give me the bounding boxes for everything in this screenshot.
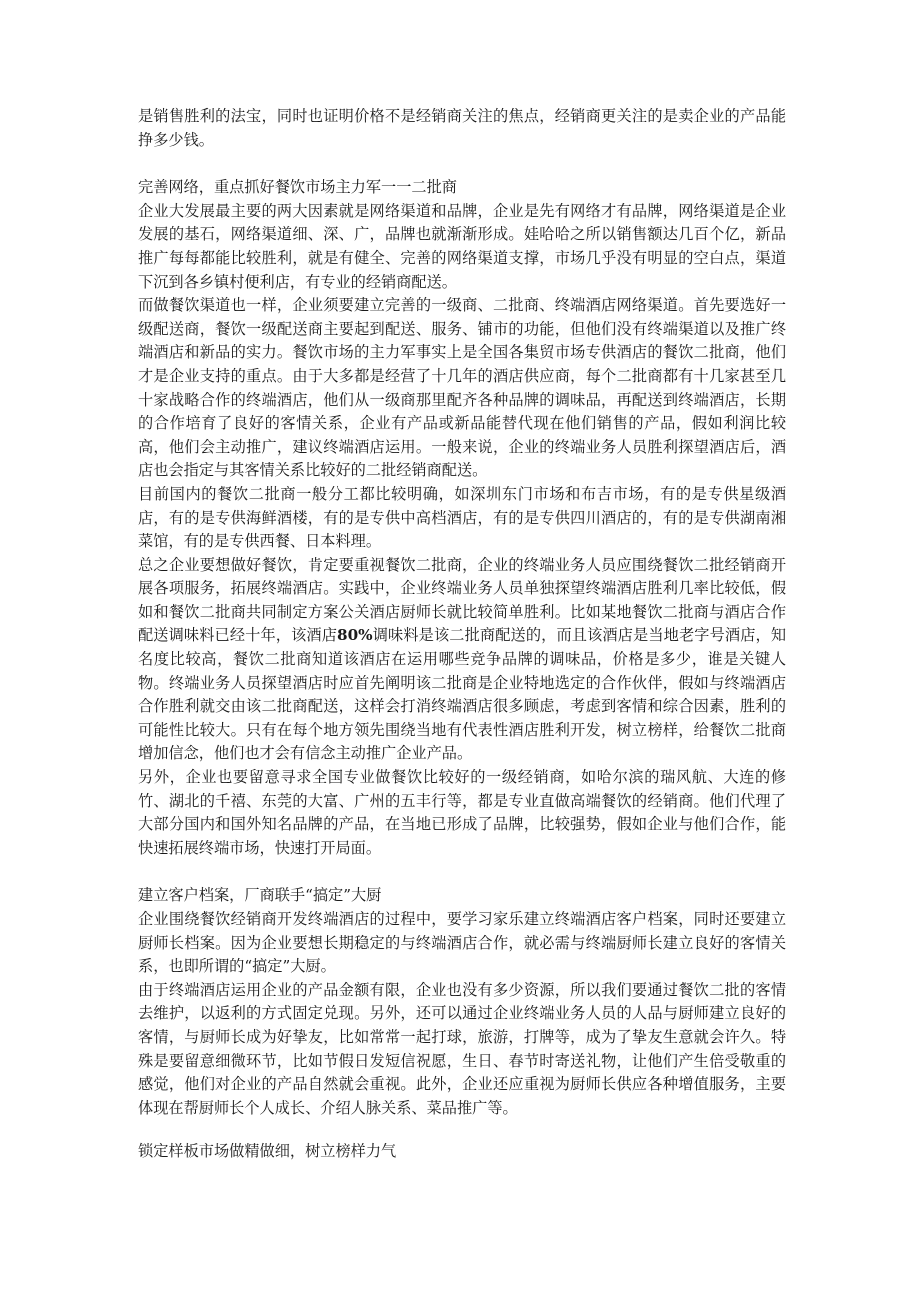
document-page	[138, 105, 786, 1164]
section1-paragraph-4-part-b: 调味料是该二批商配送的，而且该酒店是当地老字号酒店，知名度比较高，餐饮二批商知道该酒店在运用哪些竞争品牌的调味品，价格是多少，谁是关键人物。终端业务人员探望酒店时应首先阐明该二批商是企业特地选定的合作伙伴，假如与终端酒店合作胜利就交由该二批商配送，这样会打消终端酒店很多顾虑，考虑到客情和综合因素，胜利的可能性比较大。只有在每个地方领先围绕当地有代表性酒店胜利开发，树立榜样，给餐饮二批商增加信念，他们也才会有信念主动推广企业产品。	[138, 626, 787, 763]
section2-paragraph-1: 企业围绕餐饮经销商开发终端酒店的过程中，要学习家乐建立终端酒店客户档案，同时还要建立厨师长档案。因为企业要想长期稳定的与终端酒店合作，就必需与终端厨师长建立良好的客情关系，也即所谓的“搞定”大厨。	[138, 910, 786, 976]
section1-paragraph-1: 企业大发展最主要的两大因素就是网络渠道和品牌，企业是先有网络才有品牌，网络渠道是企业发展的基石，网络渠道细、深、广，品牌也就渐渐形成。娃哈哈之所以销售额达几百个亿，新品推广每每都能比较胜利，就是有健全、完善的网络渠道支撑，市场几乎没有明显的空白点，渠道下沉到各乡镇村便利店，有专业的经销商配送。	[138, 201, 786, 291]
percentage-value: 80%	[337, 626, 373, 645]
spacer	[138, 152, 786, 176]
section3-heading: 锁定样板市场做精做细，树立榜样力气	[138, 1142, 397, 1161]
spacer	[138, 860, 786, 884]
intro-paragraph: 是销售胜利的法宝，同时也证明价格不是经销商关注的焦点，经销商更关注的是卖企业的产品能挣多少钱。	[138, 107, 786, 149]
section1-paragraph-5: 另外，企业也要留意寻求全国专业做餐饮比较好的一级经销商，如哈尔滨的瑞风航、大连的修竹、湖北的千禧、东莞的大富、广州的五丰行等，都是专业直做高端餐饮的经销商。他们代理了大部分国内和国外知名品牌的产品，在当地已形成了品牌，比较强势，假如企业与他们合作，能快速拓展终端市场，快速打开局面。	[138, 768, 786, 857]
section2-paragraph-2: 由于终端酒店运用企业的产品金额有限，企业也没有多少资源，所以我们要通过餐饮二批的客情去维护，以返利的方式固定兑现。另外，还可以通过企业终端业务人员的人品与厨师建立良好的客情，与厨师长成为好挚友，比如常常一起打球，旅游，打牌等，成为了挚友生意就会许久。特殊是要留意细微环节，比如节假日发短信祝愿，生日、春节时寄送礼物，让他们产生倍受敬重的感觉，他们对企业的产品自然就会重视。此外，企业还应重视为厨师长供应各种增值服务，主要体现在帮厨师长个人成长、介绍人脉关系、菜品推广等。	[138, 980, 786, 1117]
section2-heading: 建立客户档案，厂商联手“搞定”大厨	[138, 886, 382, 905]
spacer	[138, 1120, 786, 1140]
section1-paragraph-4-part-a: 总之企业要想做好餐饮，肯定要重视餐饮二批商，企业的终端业务人员应围绕餐饮二批经销商开展各项服务，拓展终端酒店。实践中，企业终端业务人员单独探望终端酒店胜利几率比较低，假如和餐饮二批商共同制定方案公关酒店厨师长就比较简单胜利。比如某地餐饮二批商与酒店合作配送调味料已经十年，该酒店	[138, 555, 786, 645]
section1-paragraph-3: 目前国内的餐饮二批商一般分工都比较明确，如深圳东门市场和布吉市场，有的是专供星级酒店，有的是专供海鲜酒楼，有的是专供中高档酒店，有的是专供四川酒店的，有的是专供湖南湘菜馆，有的是专供西餐、日本料理。	[138, 484, 786, 551]
section1-paragraph-4	[138, 554, 786, 766]
section1-heading: 完善网络，重点抓好餐饮市场主力军一一二批商	[138, 178, 457, 197]
section1-paragraph-2: 而做餐饮渠道也一样，企业须要建立完善的一级商、二批商、终端酒店网络渠道。首先要选好一级配送商，餐饮一级配送商主要起到配送、服务、铺市的功能，但他们没有终端渠道以及推广终端酒店和新品的实力。餐饮市场的主力军事实上是全国各集贸市场专供酒店的餐饮二批商，他们才是企业支持的重点。由于大多都是经营了十几年的酒店供应商，每个二批商都有十几家甚至几十家战略合作的终端酒店，他们从一级商那里配齐各种品牌的调味品，再配送到终端酒店，长期的合作培育了良好的客情关系，企业有产品或新品能替代现在他们销售的产品，假如利润比较高，他们会主动推广，建议终端酒店运用。一般来说，企业的终端业务人员胜利探望酒店后，酒店也会指定与其客情关系比较好的二批经销商配送。	[138, 296, 786, 480]
